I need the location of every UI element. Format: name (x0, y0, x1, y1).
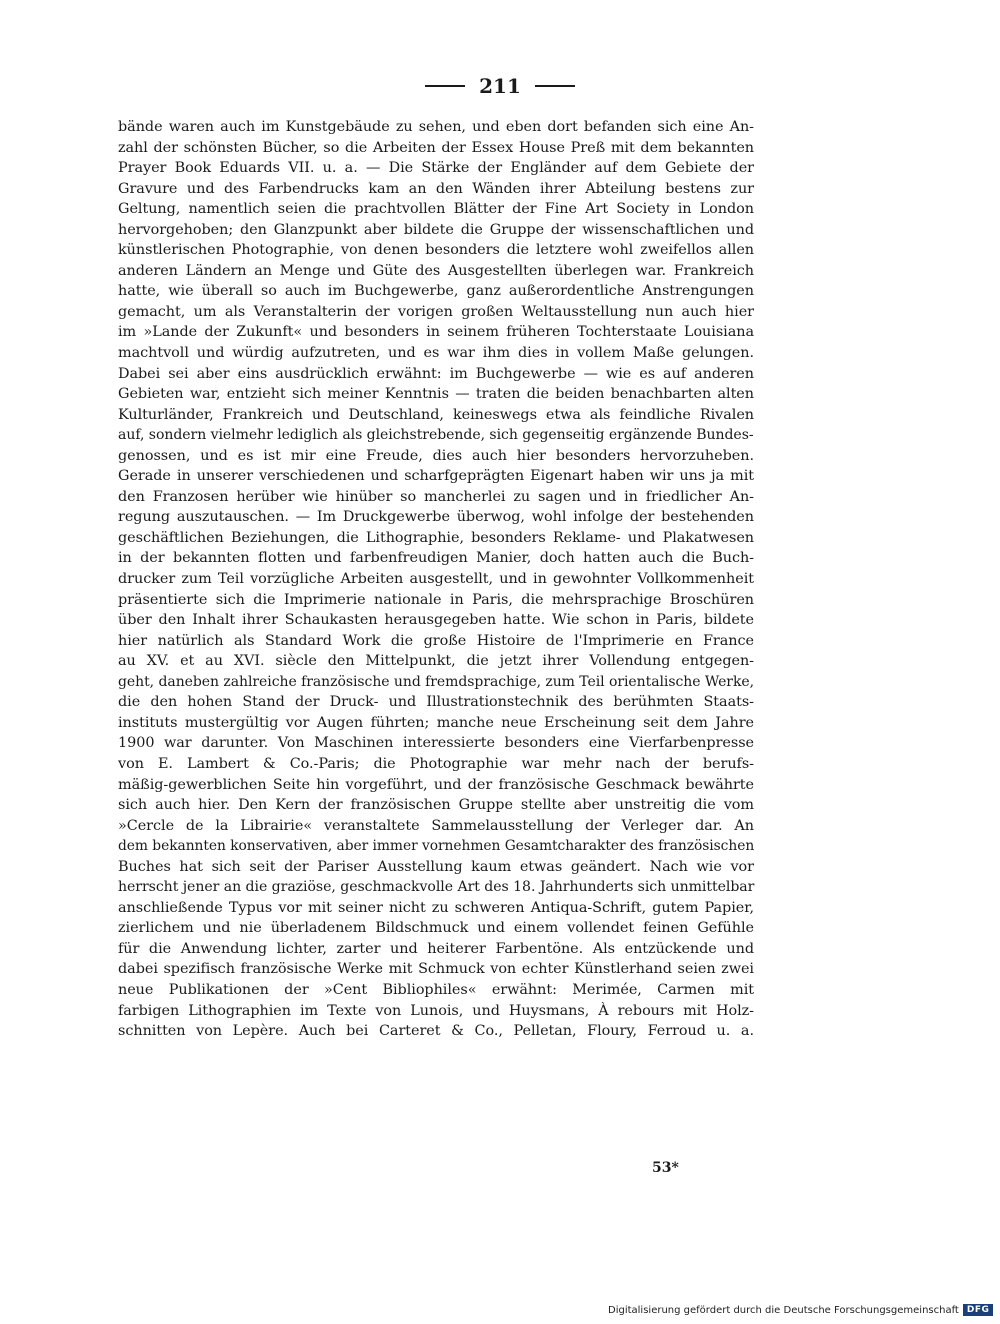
dfg-logo: DFG (963, 1304, 994, 1316)
text-line: Gravure und des Farbendrucks kam an den Wänden ihrer Abteilung bestens zur (118, 180, 754, 197)
text-line: Kulturländer, Frankreich und Deutschland, keineswegs etwa als feindliche Rivalen (118, 406, 754, 423)
text-line: machtvoll und würdig aufzutreten, und es war ihm dies in vollem Maße gelungen. (118, 345, 754, 362)
text-line: hier natürlich als Standard Work die große Histoire de l'Imprimerie en France (118, 632, 754, 649)
page-number: 211 (479, 74, 521, 98)
text-line: Gerade in unserer verschiedenen und scharfgeprägten Eigenart haben wir uns ja mit (118, 468, 754, 485)
text-line: dabei spezifisch französische Werke mit Schmuck von echter Künstlerhand seien zwei (118, 961, 754, 978)
text-line: anderen Ländern an Menge und Güte des Ausgestellten überlegen war. Frankreich (118, 262, 754, 279)
text-line: hatte, wie überall so auch im Buchgewerbe, ganz außerordentliche Anstrengungen (118, 283, 754, 300)
text-line: regung auszutauschen. — Im Druckgewerbe überwog, wohl infolge der bestehenden (118, 509, 754, 526)
text-line: von E. Lambert & Co.-Paris; die Photographie war mehr nach der berufs- (118, 755, 754, 772)
text-line: in der bekannten flotten und farbenfreudigen Manier, doch hatten auch die Buch- (118, 550, 754, 567)
text-line: anschließende Typus vor mit seiner nicht zu schweren Antiqua-Schrift, gutem Papier, (118, 899, 754, 916)
signature-mark: 53* (652, 1160, 679, 1176)
text-line: auf, sondern vielmehr lediglich als gleichstrebende, sich gegenseitig ergänzende Bundes- (118, 427, 754, 444)
header-rule-right (535, 85, 575, 87)
text-line: den Franzosen herüber wie hinüber so mancherlei zu sagen und in friedlicher An- (118, 488, 754, 505)
text-line: im »Lande der Zukunft« und besonders in seinem früheren Tochterstaate Louisiana (118, 324, 754, 341)
text-line: präsentierte sich die Imprimerie nationale in Paris, die mehrsprachige Broschüren (118, 591, 754, 608)
text-line: herrscht jener an die graziöse, geschmackvolle Art des 18. Jahrhunderts sich unmittelbar (118, 879, 755, 896)
text-line: genossen, und es ist mir eine Freude, dies auch hier besonders hervorzuheben. (118, 447, 754, 464)
body-text (118, 117, 754, 1042)
digitization-credit (608, 1304, 993, 1316)
text-line: drucker zum Teil vorzügliche Arbeiten ausgestellt, und in gewohnter Vollkommenheit (118, 571, 754, 588)
credit-text: Digitalisierung gefördert durch die Deutsche Forschungsgemeinschaft (608, 1304, 959, 1316)
text-line: bände waren auch im Kunstgebäude zu sehen, und eben dort befanden sich eine An- (118, 119, 754, 135)
text-line: »Cercle de la Librairie« veranstaltete Sammelausstellung der Verleger dar. An (118, 817, 754, 834)
text-line: gemacht, um als Veranstalterin der vorigen großen Weltausstellung nun auch hier (118, 303, 754, 320)
text-line: schnitten von Lepère. Auch bei Carteret & Co., Pelletan, Floury, Ferroud u. a. (118, 1023, 754, 1040)
text-line: 1900 war darunter. Von Maschinen interessierte besonders eine Vierfarbenpresse (118, 735, 754, 752)
text-line: geschäftlichen Beziehungen, die Lithographie, besonders Reklame- und Plakatwesen (118, 529, 754, 546)
text-line: für die Anwendung lichter, zarter und heiterer Farbentöne. Als entzückende und (118, 940, 754, 957)
text-line: farbigen Lithographien im Texte von Lunois, und Huysmans, À rebours mit Holz- (118, 1002, 754, 1019)
text-line: zierlichem und nie überladenem Bildschmuck und einem vollendet feinen Gefühle (118, 920, 754, 937)
text-line: geht, daneben zahlreiche französische und fremdsprachige, zum Teil orientalische Werke, (118, 673, 755, 690)
text-line: au XV. et au XVI. siècle den Mittelpunkt, die jetzt ihrer Vollendung entgegen- (118, 653, 754, 670)
text-line: sich auch hier. Den Kern der französischen Gruppe stellte aber unstreitig die vom (118, 797, 754, 814)
text-line: Prayer Book Eduards VII. u. a. — Die Stärke der Engländer auf dem Gebiete der (118, 160, 754, 177)
text-line: dem bekannten konservativen, aber immer vornehmen Gesamtcharakter des französischen (118, 838, 755, 855)
text-line: Gebieten war, entzieht sich meiner Kenntnis — traten die beiden benachbarten alten (118, 386, 754, 403)
text-line: Geltung, namentlich seien die prachtvollen Blätter der Fine Art Society in London (118, 201, 754, 218)
text-line: neue Publikationen der »Cent Bibliophiles« erwähnt: Merimée, Carmen mit (118, 981, 754, 998)
text-line: Dabei sei aber eins ausdrücklich erwähnt: im Buchgewerbe — wie es auf anderen (118, 365, 754, 382)
text-line: instituts mustergültig vor Augen führten; manche neue Erscheinung seit dem Jahre (118, 714, 754, 731)
text-line: die den hohen Stand der Druck- und Illustrationstechnik des berühmten Staats- (118, 694, 754, 711)
text-line: künstlerischen Photographie, von denen besonders die letztere wohl zweifellos allen (118, 242, 754, 259)
text-line: Buches hat sich seit der Pariser Ausstellung kaum etwas geändert. Nach wie vor (118, 858, 754, 875)
header-rule-left (425, 85, 465, 87)
text-line: zahl der schönsten Bücher, so die Arbeiten der Essex House Preß mit dem bekannten (118, 139, 754, 156)
text-line: mäßig-gewerblichen Seite hin vorgeführt, und der französische Geschmack bewährte (118, 776, 754, 793)
text-line: über den Inhalt ihrer Schaukasten herausgegeben hatte. Wie schon in Paris, bildete (118, 612, 754, 629)
page-header (0, 74, 1000, 98)
text-line: hervorgehoben; den Glanzpunkt aber bildete die Gruppe der wissenschaftlichen und (118, 221, 754, 238)
